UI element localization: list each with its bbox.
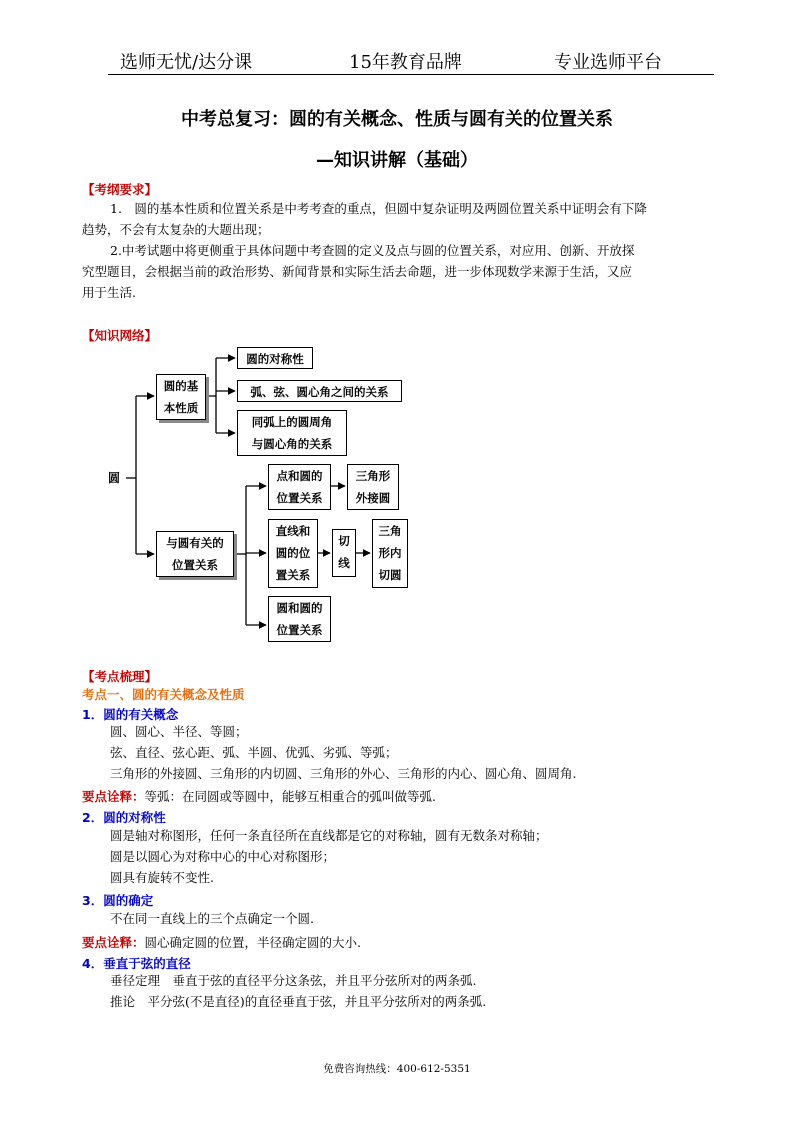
node-tangent <box>332 529 356 577</box>
note-1 <box>82 787 436 805</box>
node-root-circle: 圆 <box>108 471 121 485</box>
requirement-item-1-line-1: 1. 圆的基本性质和位置关系是中考考查的重点，但圆中复杂证明及两圆位置关系中证明会有下降 <box>110 201 647 216</box>
section-1-line-2: 弦、直径、弦心距、弧、半圆、优弧、劣弧、等弧； <box>110 745 398 760</box>
node-basic-line-2: 本性质 <box>163 401 199 415</box>
network-heading: 【知识网络】 <box>82 328 158 343</box>
section-4-title: 4．垂直于弦的直径 <box>82 956 191 971</box>
header-right-slogan: 专业选师平台 <box>554 52 662 73</box>
header-center-slogan: 15年教育品牌 <box>349 52 462 73</box>
section-2-line-2: 圆是以圆心为对称中心的中心对称图形； <box>110 849 336 864</box>
node-tangent-line-2: 线 <box>338 556 350 570</box>
node-incircle <box>372 519 408 588</box>
node-point-circle <box>268 464 331 510</box>
section-2-title: 2．圆的对称性 <box>82 810 166 825</box>
section-3-title: 3．圆的确定 <box>82 893 154 908</box>
section-1-line-3: 三角形的外接圆、三角形的内切圆、三角形的外心、三角形的内心、圆心角、圆周角. <box>110 766 577 781</box>
section-3-line-1: 不在同一直线上的三个点确定一个圆. <box>110 911 314 926</box>
header-divider <box>108 74 714 75</box>
node-basic-properties <box>156 374 206 420</box>
node-line-line-1: 直线和 <box>275 524 311 538</box>
section-2-line-3: 圆具有旋转不变性. <box>110 870 214 885</box>
requirement-item-1-line-2: 趋势，不会有太复杂的大题出现； <box>82 222 270 237</box>
node-arc-relation: 弧、弦、圆心角之间的关系 <box>237 380 402 402</box>
node-line-line-3: 置关系 <box>275 568 311 582</box>
section-4-body <box>110 970 486 1012</box>
node-point-line-2: 位置关系 <box>276 491 323 505</box>
note-2 <box>82 933 361 951</box>
note-1-text: 等弧：在同圆或等圆中，能够互相重合的弧叫做等弧. <box>144 789 436 804</box>
node-circle-circle <box>268 596 331 642</box>
section-1-line-1: 圆、圆心、半径、等圆； <box>110 724 248 739</box>
node-position-line-1: 与圆有关的 <box>166 536 224 550</box>
requirement-item-2-line-1: 2.中考试题中将更侧重于具体问题中考查圆的定义及点与圆的位置关系，对应用、创新、开放探 <box>110 243 635 258</box>
node-symmetry: 圆的对称性 <box>237 347 313 369</box>
node-basic-line-1: 圆的基 <box>163 379 199 393</box>
section-2-line-1: 圆是轴对称图形，任何一条直径所在直线都是它的对称轴，圆有无数条对称轴； <box>110 828 548 843</box>
node-circum-line-2: 外接圆 <box>355 491 391 505</box>
node-circum-line-1: 三角形 <box>355 469 391 483</box>
node-point-line-1: 点和圆的 <box>276 469 323 483</box>
node-inscribed-line-1: 同弧上的圆周角 <box>251 415 333 429</box>
node-circles-line-1: 圆和圆的 <box>276 601 323 615</box>
node-incircle-line-3: 切圆 <box>378 568 402 582</box>
page-header <box>118 48 678 74</box>
note-2-text: 圆心确定圆的位置，半径确定圆的大小. <box>144 935 361 950</box>
node-circumcircle <box>347 464 399 510</box>
node-inscribed-line-2: 与圆心角的关系 <box>251 437 333 451</box>
note-1-label: 要点诠释： <box>82 789 145 804</box>
topic-1-heading: 考点一、圆的有关概念及性质 <box>82 687 245 702</box>
node-position-relation <box>156 531 234 577</box>
section-4-line-1: 垂径定理 垂直于弦的直径平分这条弦，并且平分弦所对的两条弧. <box>110 973 477 988</box>
node-incircle-line-2: 形内 <box>378 546 402 560</box>
node-circles-line-2: 位置关系 <box>276 623 323 637</box>
node-tangent-line-1: 切 <box>338 534 350 548</box>
footer-hotline: 免费咨询热线：400-612-5351 <box>323 1063 471 1075</box>
node-line-circle <box>268 519 318 588</box>
section-1-body <box>110 721 576 784</box>
section-4-line-2: 推论 平分弦(不是直径)的直径垂直于弦，并且平分弦所对的两条弧. <box>110 994 487 1009</box>
note-2-label: 要点诠释： <box>82 935 145 950</box>
section-2-body <box>110 825 548 888</box>
page-title: 中考总复习：圆的有关概念、性质与圆有关的位置关系 <box>181 109 613 130</box>
requirements-heading: 【考纲要求】 <box>82 182 158 197</box>
requirement-item-2-line-3: 用于生活. <box>82 285 136 300</box>
requirement-item-2-line-2: 究型题目，会根据当前的政治形势、新闻背景和实际生活去命题，进一步体现数学来源于生活，又应 <box>82 264 633 279</box>
node-inscribed-angle <box>237 410 347 456</box>
section-1-title: 1．圆的有关概念 <box>82 707 179 722</box>
knowledge-network-diagram <box>100 344 420 644</box>
page-subtitle: —知识讲解（基础） <box>316 150 478 171</box>
node-line-line-2: 圆的位 <box>275 546 311 560</box>
header-left-brand: 选师无忧/达分课 <box>120 52 253 73</box>
requirements-body <box>82 198 647 303</box>
points-heading: 【考点梳理】 <box>82 669 158 684</box>
node-incircle-line-1: 三角 <box>378 524 402 538</box>
node-position-line-2: 位置关系 <box>172 558 218 572</box>
